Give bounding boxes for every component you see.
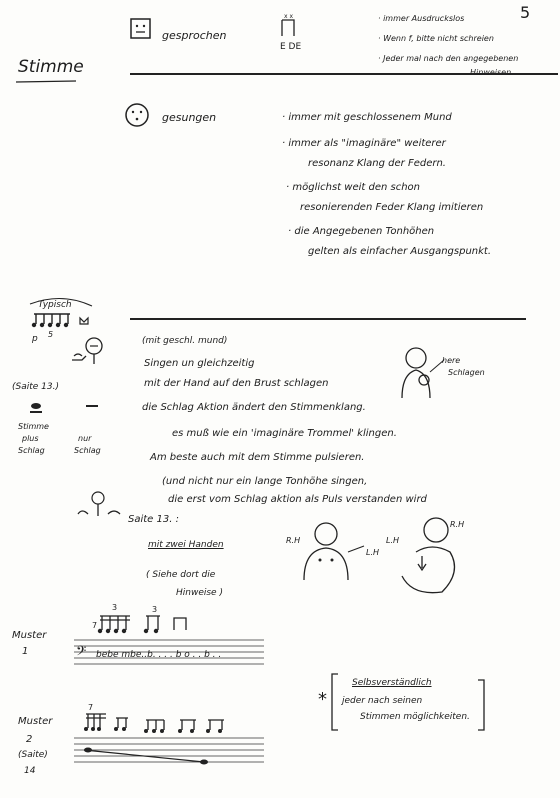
- muster2-tuplet-7: 7: [88, 703, 94, 712]
- muster1-label: Muster: [12, 630, 47, 641]
- main-line-8: die erst vom Schlag aktion als Puls verstanden wird: [168, 494, 427, 505]
- main-line-6: Am beste auch mit dem Stimme pulsieren.: [150, 452, 365, 463]
- muster2-rhythm-icon: [84, 702, 234, 736]
- muster1-line-text: bebe mbe..b. . . . b o . . b . .: [96, 650, 222, 660]
- note-symbols-icon: [22, 396, 112, 418]
- sung-note-3: resonanz Klang der Federn.: [308, 158, 446, 169]
- sung-label: gesungen: [162, 111, 217, 124]
- nur-label: nur: [78, 434, 92, 443]
- number-5: 5: [48, 330, 54, 339]
- muster1-tuplet-7: 7: [92, 621, 98, 630]
- muster1-tuplet-3b: 3: [152, 605, 158, 614]
- rh-left-label: R.H: [286, 536, 301, 545]
- mit-zwei-haenden: mit zwei Handen: [148, 540, 224, 550]
- here-label: here: [442, 356, 461, 365]
- saite-13-label: (Saite 13.): [12, 382, 59, 392]
- heading-underline: [16, 80, 78, 84]
- lh-right-label: L.H: [386, 536, 400, 545]
- main-line-5: es muß wie ein 'imaginäre Trommel' klingen.: [172, 428, 397, 439]
- divider-middle: [130, 318, 526, 320]
- main-line-1: (mit geschl. mund): [142, 336, 228, 346]
- spoken-notation-text: E DE: [280, 42, 302, 52]
- divider-top: [130, 73, 558, 75]
- typisch-label: Typisch: [38, 300, 72, 310]
- plus-label: plus: [22, 434, 39, 443]
- footnote-line-1: Selbsverständlich: [352, 678, 432, 688]
- schlag-label-1: Schlag: [18, 446, 45, 455]
- main-line-4: die Schlag Aktion ändert den Stimmenklang.: [142, 402, 366, 413]
- page-number: 5: [520, 3, 531, 22]
- spoken-notation-icon: [278, 14, 304, 42]
- lh-left-label: L.H: [366, 548, 380, 557]
- sung-note-4: · möglichst weit den schon: [286, 182, 420, 193]
- svg-text:𝄢: 𝄢: [76, 643, 87, 662]
- sung-note-6: · die Angegebenen Tonhöhen: [288, 226, 435, 237]
- footnote-line-3: Stimmen möglichkeiten.: [360, 712, 470, 722]
- muster1-rhythm-icon: [90, 602, 200, 638]
- spoken-label: gesprochen: [162, 29, 227, 42]
- footnote-star: *: [318, 689, 327, 710]
- muster1-tuplet-3a: 3: [112, 603, 118, 612]
- two-hands-figure-icon: [76, 490, 126, 524]
- sung-note-5: resonierenden Feder Klang imitieren: [300, 202, 484, 213]
- muster2-label: Muster: [18, 716, 53, 727]
- circle-face-icon: [124, 102, 152, 130]
- page-heading: Stimme: [18, 57, 84, 77]
- muster2-number: 2: [26, 734, 33, 745]
- muster2-saite: (Saite): [18, 750, 48, 760]
- main-line-7: (und nicht nur ein lange Tonhöhe singen,: [162, 476, 368, 487]
- sung-note-1: · immer mit geschlossenem Mund: [282, 112, 452, 123]
- dynamic-p: p: [32, 334, 38, 344]
- chest-figure-icon: [394, 342, 454, 402]
- muster1-number: 1: [22, 646, 29, 657]
- saite-13-main: Saite 13. :: [128, 514, 179, 525]
- muster2-saite-number: 14: [24, 766, 36, 776]
- svg-text:x x: x x: [284, 13, 294, 20]
- siehe-line-1: ( Siehe dort die: [146, 570, 216, 580]
- sung-note-2: · immer als "imaginäre" weiterer: [282, 138, 446, 149]
- rh-right-label: R.H: [450, 520, 465, 529]
- stimme-label: Stimme: [18, 422, 49, 431]
- muster2-staff: [74, 736, 268, 770]
- main-line-3: mit der Hand auf den Brust schlagen: [144, 378, 329, 389]
- schlagen-label: Schlagen: [448, 368, 485, 377]
- schlag-label-2: Schlag: [74, 446, 101, 455]
- torso-figure-icon: [296, 520, 366, 582]
- spoken-note-2: · Wenn f, bitte nicht schreien: [378, 34, 494, 43]
- square-face-icon: [130, 18, 152, 40]
- sung-note-7: gelten als einfacher Ausgangspunkt.: [308, 246, 492, 257]
- main-line-2: Singen un gleichzeitig: [144, 358, 255, 369]
- footnote-line-2: jeder nach seinen: [342, 696, 423, 706]
- spoken-note-3: · Jeder mal nach den angegebenen: [378, 54, 519, 63]
- spoken-note-1: · immer Ausdruckslos: [378, 14, 465, 23]
- siehe-line-2: Hinweise ): [176, 588, 223, 598]
- stick-figure-icon: [68, 334, 112, 374]
